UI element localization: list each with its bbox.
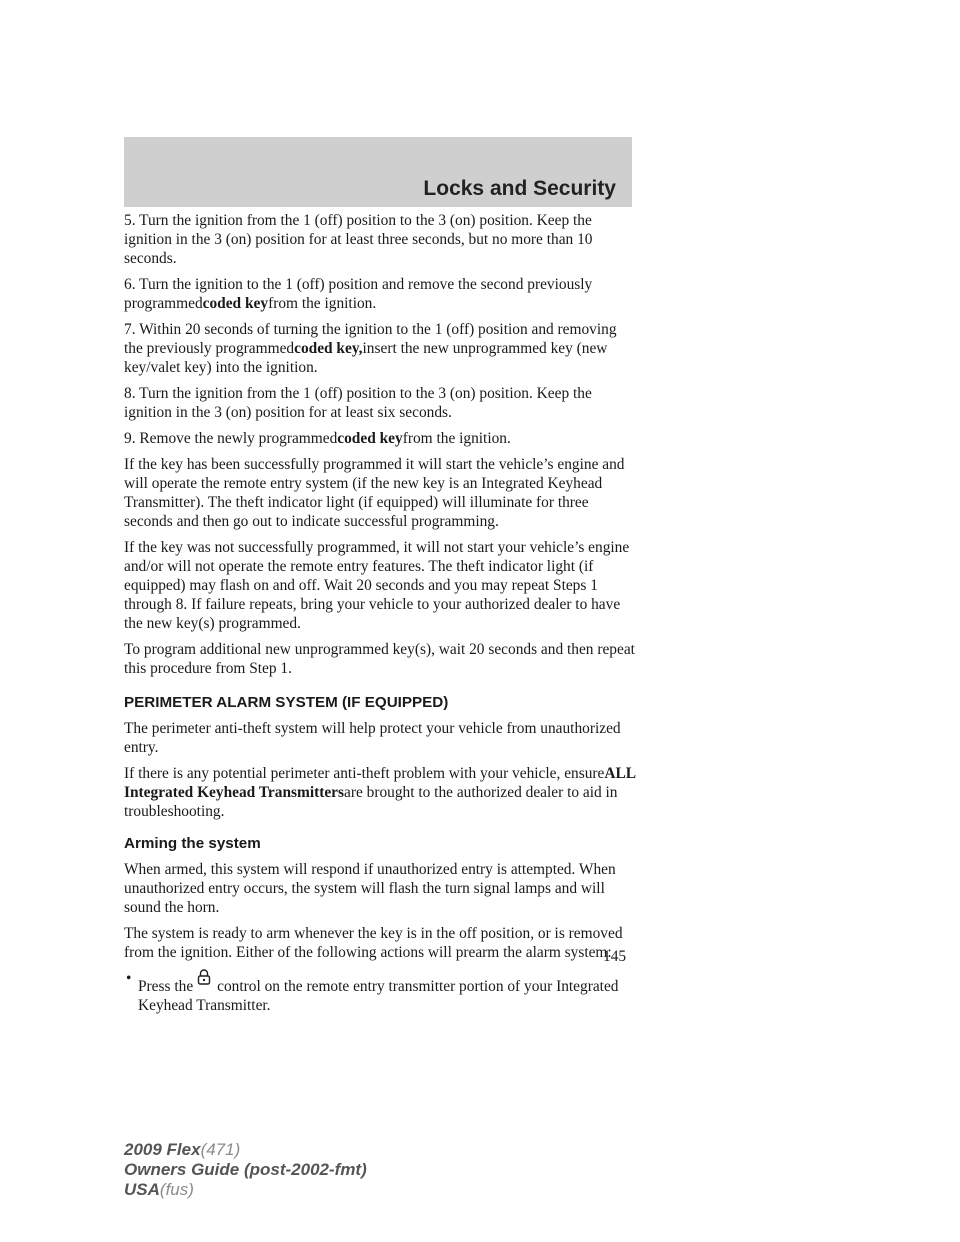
perimeter-alarm-heading: PERIMETER ALARM SYSTEM (IF EQUIPPED) — [124, 694, 449, 711]
step-5: 5. Turn the ignition from the 1 (off) position to the 3 (on) position. Keep the ignition in the 3 (on) position for at least three seconds, but no more than 10 seconds. — [124, 212, 593, 267]
success-paragraph: If the key has been successfully programmed it will start the vehicle’s engine and will operate the remote entry system (if the new key is an Integrated Keyhead Transmitter). The theft indicator light (if equipped) will illuminate for three seconds and then go out to indicate successful programming. — [124, 456, 625, 530]
bullet-text: Press the control on the remote entry transmitter portion of your Integrated Keyhead Transmitter. — [138, 969, 636, 1015]
failure-paragraph: If the key was not successfully programmed, it will not start your vehicle’s engine and/or will not operate the remote entry features. The theft indicator light (if equipped) may flash on and off. Wait 20 seconds and you may repeat Steps 1 through 8. If failure repeats, bring your vehicle to your authorized dealer to have the new key(s) programmed. — [124, 539, 630, 632]
footer-line-3: USA(fus) — [124, 1180, 194, 1199]
perimeter-intro: The perimeter anti-theft system will help protect your vehicle from unauthorized entry. — [124, 720, 621, 756]
lock-icon — [197, 969, 211, 985]
arming-heading: Arming the system — [124, 835, 261, 852]
arming-paragraph-1: When armed, this system will respond if unauthorized entry is attempted. When unauthorized entry occurs, the system will flash the turn signal lamps and will sound the horn. — [124, 861, 616, 916]
additional-keys-paragraph: To program additional new unprogrammed key(s), wait 20 seconds and then repeat this procedure from Step 1. — [124, 641, 635, 677]
bullet-dot: • — [126, 970, 132, 987]
section-title: Locks and Security — [423, 177, 616, 200]
bold-term: coded key — [202, 295, 269, 312]
step-7: 7. Within 20 seconds of turning the ignition to the 1 (off) position and removing the previously programmedcoded key,insert the new unprogrammed key (new key/valet key) into the ignition. — [124, 321, 617, 376]
bold-term: ALL Integrated Keyhead Transmitters — [124, 765, 636, 801]
step-9: 9. Remove the newly programmedcoded keyfrom the ignition. — [124, 430, 511, 447]
arming-paragraph-2: The system is ready to arm whenever the key is in the off position, or is removed from the ignition. Either of the following actions will prearm the alarm system: — [124, 925, 623, 961]
bullet-item — [124, 969, 636, 1015]
footer-line-2: Owners Guide (post-2002-fmt) — [124, 1160, 367, 1179]
section-header-band — [124, 137, 632, 207]
step-8: 8. Turn the ignition from the 1 (off) position to the 3 (on) position. Keep the ignition in the 3 (on) position for at least six seconds. — [124, 385, 592, 421]
bold-term: coded key, — [294, 340, 363, 357]
perimeter-troubleshooting: If there is any potential perimeter anti-theft problem with your vehicle, ensureALL Integrated Keyhead Transmittersare brought to the authorized dealer to aid in troubleshooting. — [124, 765, 636, 820]
step-6: 6. Turn the ignition to the 1 (off) position and remove the second previously programmedcoded keyfrom the ignition. — [124, 276, 593, 312]
page-content — [124, 211, 636, 1015]
page-number: 145 — [603, 948, 627, 965]
footer-line-1: 2009 Flex(471) — [124, 1140, 241, 1159]
document-footer — [124, 1140, 367, 1200]
bold-term: coded key — [337, 430, 403, 447]
